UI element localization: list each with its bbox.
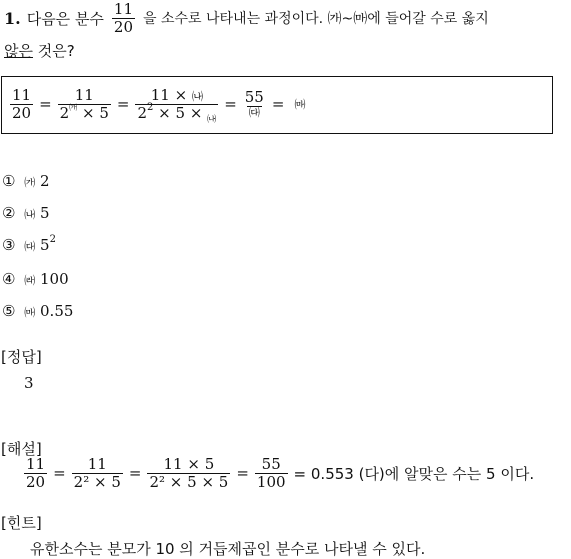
explanation-equation: $\frac{11}{20}$ = $\frac{11}{\text{2² × 5}}$ = $\frac{11 \times 5}{\text{2² × 5 × 5}}$ = $\frac{55}{100}$ = 0.553 (다)에 알맞은 수는 5 이다. — [26, 455, 535, 491]
expl-f2-den: 2² × 5 — [73, 472, 121, 491]
box-f2-den — [58, 104, 111, 122]
box-f4-den: ㈐ — [248, 105, 260, 119]
question-fraction — [112, 1, 135, 35]
expl-f4-den: 100 — [256, 472, 286, 491]
box-f3-den-left: 2 — [137, 103, 148, 122]
box-f3-num — [149, 87, 205, 104]
choice-1[interactable] — [2, 172, 50, 190]
expl-f3-num: 11 × 5 — [163, 455, 215, 473]
box-f2-den-base: 2 — [59, 103, 70, 122]
box-fraction-4 — [243, 89, 266, 119]
box-f3-den-rest: × 5 × — [158, 103, 203, 122]
question-text-after: 을 소수로 나타내는 과정이다. ㈎~㈒에 들어갈 수로 옳지 — [143, 11, 489, 27]
choice-3[interactable] — [2, 236, 56, 254]
choice-4-label: ㈑ — [24, 274, 36, 287]
expl-f1-num: 11 — [26, 455, 46, 473]
question-fraction-den: 20 — [113, 17, 134, 36]
question-underlined: 않은 — [4, 42, 33, 60]
box-eq-2: = — [116, 95, 130, 114]
box-f1-den: 20 — [12, 103, 32, 122]
box-f2-den-exp: ㈎ — [69, 102, 78, 112]
hint-header: [힌트] — [1, 514, 42, 532]
expl-fraction-3 — [147, 456, 230, 490]
box-result-mark: ㈒ — [294, 98, 306, 112]
choice-1-mark: ① — [2, 172, 16, 190]
expl-f1-den: 20 — [26, 472, 46, 491]
expl-f3-den: 2² × 5 × 5 — [149, 472, 229, 491]
box-f3-den-exp: 2 — [147, 101, 154, 113]
question-number: 1. — [4, 8, 21, 28]
choice-3-sup: 2 — [49, 234, 56, 245]
expl-tail: = 0.553 (다)에 알맞은 수는 5 이다. — [293, 464, 535, 483]
choice-4-mark: ④ — [2, 270, 16, 288]
equation-box — [1, 76, 553, 134]
choice-3-value: 5 — [40, 236, 50, 254]
box-f4-num: 55 — [244, 88, 264, 107]
choice-5-value: 0.55 — [40, 302, 74, 320]
choice-5-label: ㈒ — [24, 306, 36, 319]
question-rest: 것은? — [37, 42, 75, 60]
question-fraction-num: 11 — [113, 0, 134, 18]
box-f2-den-rest: × 5 — [82, 103, 109, 122]
box-f3-num-mark: ㈏ — [191, 90, 203, 103]
choice-2[interactable] — [2, 204, 50, 222]
expl-fraction-4 — [255, 456, 288, 490]
box-eq-4: = — [271, 95, 285, 114]
choice-2-mark: ② — [2, 204, 16, 222]
box-f1-num: 11 — [12, 86, 32, 105]
choice-4[interactable] — [2, 270, 69, 288]
choice-1-label: ㈎ — [24, 176, 36, 189]
box-f3-num-left: 11 × — [150, 86, 188, 104]
expl-f4-num: 55 — [261, 455, 281, 473]
box-f2-num: 11 — [74, 86, 94, 105]
choice-3-mark: ③ — [2, 236, 16, 254]
expl-fraction-2 — [72, 456, 123, 490]
box-fraction-3 — [135, 86, 218, 125]
question-line-2 — [4, 40, 75, 61]
choice-5[interactable] — [2, 302, 73, 320]
hint-text: 유한소수는 분모가 10 의 거듭제곱인 분수로 나타낼 수 있다. — [30, 540, 426, 558]
question-line-1 — [4, 1, 489, 35]
box-eq-3: = — [224, 95, 237, 114]
answer-value: 3 — [24, 374, 34, 392]
box-fraction-1 — [10, 87, 33, 121]
choice-2-value: 5 — [40, 204, 50, 222]
explanation-header: [해설] — [1, 440, 42, 458]
box-f3-den-mark: ㈏ — [207, 114, 217, 125]
expl-fraction-1 — [24, 456, 47, 490]
box-f3-den — [135, 101, 218, 125]
choice-5-mark: ⑤ — [2, 302, 16, 320]
choice-3-label: ㈐ — [24, 240, 36, 253]
box-eq-1: = — [39, 95, 52, 114]
choice-4-value: 100 — [40, 270, 69, 288]
question-text-before: 다음은 분수 — [26, 9, 104, 28]
choice-1-value: 2 — [40, 172, 50, 190]
expl-f2-num: 11 — [87, 455, 107, 473]
box-fraction-2 — [58, 87, 111, 121]
answer-header: [정답] — [1, 348, 42, 366]
choice-2-label: ㈏ — [24, 208, 36, 221]
